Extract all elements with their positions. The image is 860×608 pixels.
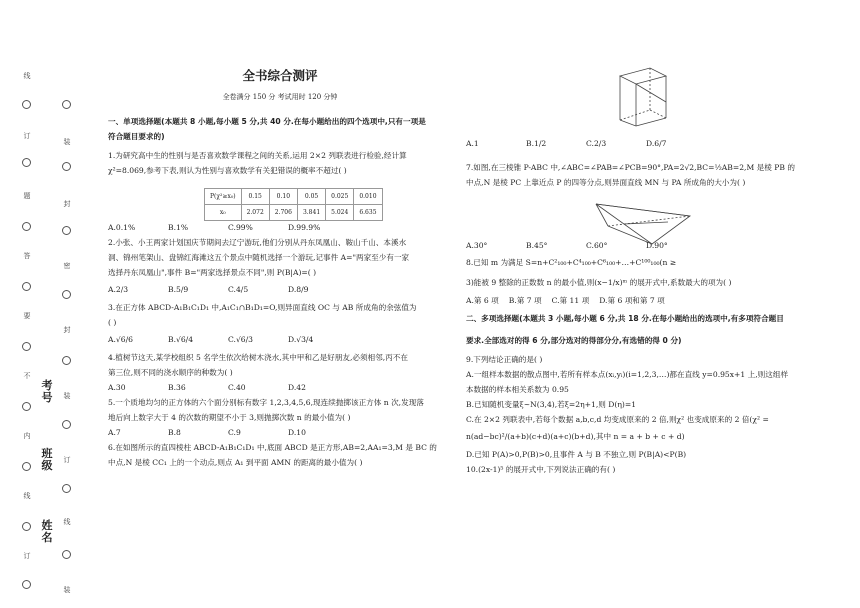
binding-hole	[62, 226, 71, 235]
binding-hole	[62, 550, 71, 559]
binding-hole	[62, 290, 71, 299]
binding-hole	[22, 100, 31, 109]
question-text: 1.为研究高中生的性别与是否喜欢数学课程之间的关系,运用 2×2 列联表进行检验,经计算	[108, 151, 407, 160]
option-d: D.已知 P(A)>0,P(B)>0,且事件 A 与 B 不独立,则 P(B|A)<P(B)	[466, 450, 687, 459]
question-options	[108, 220, 448, 235]
option-a: A.30	[108, 383, 126, 392]
option-b: B.36	[168, 383, 186, 392]
option-d: D.√3/4	[288, 335, 314, 344]
student-info-labels	[38, 0, 56, 608]
binding-hole	[22, 342, 31, 351]
option-c: C.40	[228, 383, 246, 392]
binding-hole	[22, 402, 31, 411]
option-d: D.8/9	[288, 285, 309, 294]
option-d: D.6/7	[646, 139, 667, 148]
question-text: 第三位,则不同的浇水顺序的种数为( )	[108, 368, 233, 377]
option-b: B.5/9	[168, 285, 189, 294]
section-heading-cont: 要求.全部选对的得 6 分,部分选对的得部分分,有选错的得 0 分)	[466, 336, 682, 345]
option-b: B.8	[168, 428, 181, 437]
option-c: C.√6/3	[228, 335, 254, 344]
exam-id-label: 考号	[41, 379, 53, 404]
section-heading-cont: 符合题目要求的)	[108, 132, 165, 141]
question-text: 4.植树节这天,某学校组织 5 名学生依次给树木浇水,其中甲和乙是好朋友,必须相邻,丙不在	[108, 353, 408, 362]
option-b: B.1%	[168, 223, 189, 232]
table-cell: 0.025	[326, 189, 354, 205]
question-text: 地后向上数字大于 4 的次数的期望不小于 3,则抛掷次数 n 的最小值为( )	[108, 413, 351, 422]
question-text: 7.如图,在三棱锥 P-ABC 中,∠ABC=∠PAB=∠PCB=90°,PA=2√2,BC=½AB=2,M 是棱 PB 的	[466, 163, 795, 172]
table-cell: 0.010	[354, 189, 382, 205]
option-c: C.第 11 项	[551, 296, 590, 305]
option-b: B.√6/4	[168, 335, 194, 344]
binding-hole	[62, 484, 71, 493]
binding-mark: 线	[63, 518, 71, 526]
name-label: 姓名	[41, 519, 53, 544]
right-column	[466, 136, 856, 477]
table-cell: 3.841	[297, 205, 325, 221]
section-heading: 一、单项选择题(本题共 8 小题,每小题 5 分,共 40 分.在每小题给出的四个选项中,只有一项是	[108, 117, 426, 126]
pyramid-figure	[590, 196, 700, 248]
binding-mark: 题	[23, 192, 31, 200]
option-c: C.4/5	[228, 285, 249, 294]
question-options	[108, 330, 448, 350]
binding-mark: 线	[23, 72, 31, 80]
table-cell: 2.706	[269, 205, 297, 221]
table-cell: P(χ²≥x₀)	[205, 189, 242, 205]
binding-mark: 要	[23, 312, 31, 320]
binding-mark: 答	[23, 252, 31, 260]
question-text: 3)能被 9 整除的正数数 n 的最小值,则(x−1/x)ᵐ 的展开式中,系数最大的项为( )	[466, 278, 732, 287]
option-a: A.√6/6	[108, 335, 133, 344]
binding-hole	[22, 158, 31, 167]
option-b: B.45°	[526, 241, 548, 250]
page-title: 全书综合测评	[242, 68, 318, 83]
option-a: A.2/3	[108, 285, 129, 294]
probability-table	[204, 188, 383, 221]
option-c: C.99%	[228, 223, 253, 232]
binding-margin	[20, 0, 34, 608]
option-a: A.7	[108, 428, 121, 437]
question-text: 选择丹东凤凰山",事件 B="两家选择景点不同",则 P(B|A)=( )	[108, 268, 317, 277]
binding-hole	[62, 356, 71, 365]
table-cell: 5.024	[326, 205, 354, 221]
binding-mark: 内	[23, 432, 31, 440]
question-options	[108, 425, 448, 440]
question-text: 5.一个质地均匀的正方体的六个面分别标有数字 1,2,3,4,5,6,现连续抛掷该正方体 n 次,发现落	[108, 398, 424, 407]
option-b: B.第 7 项	[508, 296, 542, 305]
binding-mark: 订	[23, 132, 31, 140]
binding-mark: 封	[63, 326, 71, 334]
question-text: 中点,N 是棱 CC₁ 上的一个动点,则点 A₁ 到平面 AMN 的距离的最小值为( )	[108, 458, 363, 467]
question-text: 中点,N 是棱 PC 上靠近点 P 的四等分点,则异面直线 MN 与 PA 所成角的大小为( )	[466, 178, 746, 187]
question-text: ( )	[108, 318, 117, 327]
option-d: D.42	[288, 383, 306, 392]
option-c: C.在 2×2 列联表中,若每个数据 a,b,c,d 均变成原来的 2 倍,则χ² 也变成原来的 2 倍(χ² =	[466, 415, 769, 424]
table-row	[205, 205, 383, 221]
question-options	[466, 136, 856, 152]
table-cell: 0.10	[269, 189, 297, 205]
binding-mark: 不	[23, 372, 31, 380]
binding-mark: 封	[63, 200, 71, 208]
binding-hole	[62, 100, 71, 109]
question-text: 9.下列结论正确的是( )	[466, 355, 543, 364]
class-label: 班级	[41, 447, 53, 472]
option-c: C.60°	[586, 241, 608, 250]
option-c: C.2/3	[586, 139, 607, 148]
option-d: D.99.9%	[288, 223, 321, 232]
option-b: B.1/2	[526, 139, 547, 148]
prism-figure	[608, 62, 678, 130]
question-text: χ²=8.069,参考下表,则认为性别与喜欢数学有关犯错误的概率不超过( )	[108, 166, 347, 175]
binding-mark: 密	[63, 262, 71, 270]
option-a: A.0.1%	[108, 223, 136, 232]
option-d: D.第 6 项和第 7 项	[599, 296, 665, 305]
question-text: 6.在如图所示的直四棱柱 ABCD-A₁B₁C₁D₁ 中,底面 ABCD 是正方形,AB=2,AA₁=3,M 是 BC 的	[108, 443, 437, 452]
left-column	[108, 114, 448, 470]
exam-page	[100, 0, 860, 608]
option-a: A.一组样本数据的散点图中,若所有样本点(xᵢ,yᵢ)(i=1,2,3,…)都在直线 y=0.95x+1 上,则这组样	[466, 370, 789, 379]
option-a: A.30°	[466, 241, 488, 250]
binding-mark: 订	[63, 456, 71, 464]
option-c: C.9	[228, 428, 241, 437]
option-a: A.1	[466, 139, 479, 148]
question-options	[108, 380, 448, 395]
binding-mark: 装	[63, 138, 71, 146]
binding-hole	[22, 462, 31, 471]
question-text: 3.在正方体 ABCD-A₁B₁C₁D₁ 中,A₁C₁∩B₁D₁=O,则异面直线 OC 与 AB 所成角的余弦值为	[108, 303, 417, 312]
table-cell: 2.072	[241, 205, 269, 221]
binding-hole	[62, 420, 71, 429]
table-cell: 0.15	[241, 189, 269, 205]
binding-mark: 订	[23, 552, 31, 560]
option-d: D.10	[288, 428, 306, 437]
question-text: 2.小张、小王两家计划国庆节期间去辽宁游玩,他们分别从丹东凤凰山、鞍山千山、本溪水	[108, 238, 407, 247]
binding-mark: 线	[23, 492, 31, 500]
option-c-cont: n(ad−bc)²/(a+b)(c+d)(a+c)(b+d),其中 n = a + b + c + d)	[466, 432, 685, 441]
table-cell: 0.05	[297, 189, 325, 205]
option-a-cont: 本数据的样本相关系数为 0.95	[466, 385, 569, 394]
option-b: B.已知随机变量ξ~N(3,4),若ξ=2η+1,则 D(η)=1	[466, 400, 637, 409]
question-text: 8.已知 m 为满足 S=n+C²₁₀₀+C⁴₁₀₀+C⁶₁₀₀+…+C¹⁰⁰₁₀₀(n ≥	[466, 258, 677, 267]
option-d: D.90°	[646, 241, 668, 250]
question-options	[466, 293, 856, 308]
option-a: A.第 6 项	[466, 296, 499, 305]
binding-mark: 装	[63, 586, 71, 594]
binding-hole	[22, 282, 31, 291]
binding-hole	[22, 580, 31, 589]
binding-hole	[22, 222, 31, 231]
question-text: 洞、锦州笔架山、盘锦红海滩这五个景点中随机选择一个游玩,记事件 A="两家至少有一家	[108, 253, 410, 262]
table-row	[205, 189, 383, 205]
binding-hole	[62, 162, 71, 171]
section-heading: 二、多项选择题(本题共 3 小题,每小题 6 分,共 18 分.在每小题给出的选项中,有多项符合题目	[466, 314, 784, 323]
question-text: 10.(2x-1)⁵ 的展开式中,下列说法正确的有( )	[466, 465, 616, 474]
binding-margin-outer	[60, 0, 74, 608]
question-options	[108, 280, 448, 300]
table-cell: 6.635	[354, 205, 382, 221]
binding-hole	[22, 522, 31, 531]
binding-mark: 装	[63, 392, 71, 400]
page-subtitle: 全卷满分 150 分 考试用时 120 分钟	[222, 93, 338, 101]
table-cell: x₀	[205, 205, 242, 221]
